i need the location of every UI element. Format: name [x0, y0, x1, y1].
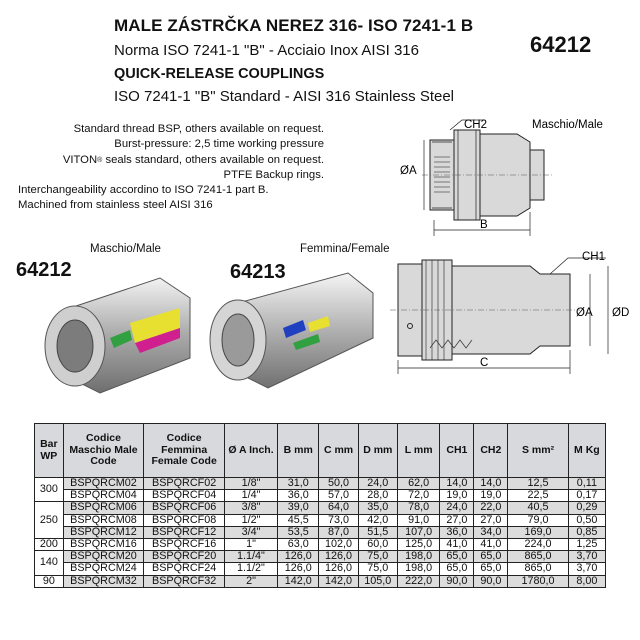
bar-wp-cell: 300	[35, 478, 64, 502]
table-cell: 105,0	[358, 575, 397, 587]
table-cell: 64,0	[319, 502, 358, 514]
table-cell: 1/2"	[224, 514, 277, 526]
table-cell: BSPQRCF20	[144, 551, 225, 563]
table-cell: 14,0	[474, 478, 508, 490]
label-maschio-male-drawing: Maschio/Male	[532, 119, 603, 131]
table-cell: 3,70	[568, 563, 605, 575]
table-cell: 1.1/2"	[224, 563, 277, 575]
table-row	[35, 526, 606, 538]
table-cell: 60,0	[358, 539, 397, 551]
table-row	[35, 514, 606, 526]
table-cell: 24,0	[358, 478, 397, 490]
th-ch2: CH2	[474, 424, 508, 478]
table-cell: BSPQRCM32	[63, 575, 144, 587]
table-cell: 65,0	[474, 563, 508, 575]
table-row	[35, 502, 606, 514]
bar-wp-cell: 200	[35, 539, 64, 551]
table-cell: 65,0	[474, 551, 508, 563]
table-cell: 0,17	[568, 490, 605, 502]
table-cell: 224,0	[508, 539, 568, 551]
table-cell: 3/4"	[224, 526, 277, 538]
table-cell: 8,00	[568, 575, 605, 587]
table-cell: 73,0	[319, 514, 358, 526]
table-cell: BSPQRCM20	[63, 551, 144, 563]
table-cell: 12,5	[508, 478, 568, 490]
table-cell: 3,70	[568, 551, 605, 563]
table-cell: 0,50	[568, 514, 605, 526]
label-c: C	[480, 357, 489, 369]
table-cell: BSPQRCF24	[144, 563, 225, 575]
male-coupling-photo	[30, 268, 202, 408]
title-en: ISO 7241-1 "B" Standard - AISI 316 Stainless Steel	[114, 88, 455, 105]
table-cell: 34,0	[474, 526, 508, 538]
table-cell: 198,0	[397, 563, 439, 575]
table-cell: 53,5	[278, 526, 319, 538]
th-b: B mm	[278, 424, 319, 478]
title-cz: MALE ZÁSTRČKA NEREZ 316- ISO 7241-1 B	[114, 16, 474, 35]
photo-male-code: 64212	[16, 259, 72, 281]
table-cell: 35,0	[358, 502, 397, 514]
table-cell: 126,0	[319, 551, 358, 563]
table-cell: 27,0	[474, 514, 508, 526]
table-cell: 72,0	[397, 490, 439, 502]
product-code: 64212	[530, 32, 592, 57]
table-cell: 2"	[224, 575, 277, 587]
table-cell: 1/8"	[224, 478, 277, 490]
table-cell: 42,0	[358, 514, 397, 526]
table-cell: BSPQRCF06	[144, 502, 225, 514]
table-cell: 28,0	[358, 490, 397, 502]
table-cell: 62,0	[397, 478, 439, 490]
photo-female-label: Femmina/Female	[300, 243, 390, 255]
table-cell: BSPQRCM12	[63, 526, 144, 538]
note-thread: Standard thread BSP, others available on request.	[73, 123, 324, 135]
female-technical-drawing	[390, 246, 636, 378]
table-cell: 50,0	[319, 478, 358, 490]
table-cell: 91,0	[397, 514, 439, 526]
table-cell: 107,0	[397, 526, 439, 538]
table-row	[35, 478, 606, 490]
table-cell: 27,0	[440, 514, 474, 526]
female-coupling-photo	[198, 268, 378, 408]
th-ch1: CH1	[440, 424, 474, 478]
table-cell: 102,0	[319, 539, 358, 551]
table-cell: 65,0	[440, 563, 474, 575]
table-cell: 169,0	[508, 526, 568, 538]
th-d: D mm	[358, 424, 397, 478]
table-cell: 222,0	[397, 575, 439, 587]
table-cell: 41,0	[440, 539, 474, 551]
table-cell: 125,0	[397, 539, 439, 551]
table-cell: BSPQRCF32	[144, 575, 225, 587]
th-female-code: Codice Femmina Female Code	[144, 424, 225, 478]
th-bar: Bar WP	[35, 424, 64, 478]
title-en-bold: QUICK-RELEASE COUPLINGS	[114, 66, 325, 82]
label-ch2: CH2	[464, 119, 488, 131]
spec-table	[34, 423, 606, 588]
table-cell: 65,0	[440, 551, 474, 563]
table-cell: BSPQRCM02	[63, 478, 144, 490]
label-b: B	[480, 219, 488, 231]
table-cell: 142,0	[278, 575, 319, 587]
th-male-code: Codice Maschio Male Code	[63, 424, 144, 478]
table-row	[35, 539, 606, 551]
table-row	[35, 551, 606, 563]
table-cell: 63,0	[278, 539, 319, 551]
table-row	[35, 490, 606, 502]
label-od: ØD	[612, 307, 630, 319]
table-cell: 1"	[224, 539, 277, 551]
table-cell: 0,29	[568, 502, 605, 514]
table-cell: 51,5	[358, 526, 397, 538]
table-cell: 24,0	[440, 502, 474, 514]
table-cell: 22,0	[474, 502, 508, 514]
table-cell: 1,25	[568, 539, 605, 551]
table-cell: 75,0	[358, 563, 397, 575]
note-ptfe: PTFE Backup rings.	[223, 168, 324, 181]
table-cell: BSPQRCF08	[144, 514, 225, 526]
male-technical-drawing	[392, 112, 632, 240]
table-cell: 126,0	[319, 563, 358, 575]
table-cell: 1/4"	[224, 490, 277, 502]
table-cell: 22,5	[508, 490, 568, 502]
table-cell: 41,0	[474, 539, 508, 551]
table-row	[35, 575, 606, 587]
table-cell: 142,0	[319, 575, 358, 587]
table-cell: 126,0	[278, 551, 319, 563]
bar-wp-cell: 250	[35, 502, 64, 539]
table-cell: 19,0	[474, 490, 508, 502]
table-cell: 198,0	[397, 551, 439, 563]
bar-wp-cell: 140	[35, 551, 64, 575]
table-cell: 79,0	[508, 514, 568, 526]
title-it: Norma ISO 7241-1 "B" - Acciaio Inox AISI 316	[114, 42, 419, 59]
label-ch1: CH1	[582, 251, 606, 263]
table-cell: 40,5	[508, 502, 568, 514]
label-oa-female: ØA	[576, 307, 593, 319]
table-cell: 39,0	[278, 502, 319, 514]
table-cell: BSPQRCM24	[63, 563, 144, 575]
table-header-row	[35, 424, 606, 478]
table-cell: 865,0	[508, 551, 568, 563]
table-cell: 1780,0	[508, 575, 568, 587]
bar-wp-cell: 90	[35, 575, 64, 587]
table-cell: 87,0	[319, 526, 358, 538]
table-cell: 19,0	[440, 490, 474, 502]
note-interchange: Interchangeability accordino to ISO 7241-1 part B.	[18, 184, 269, 197]
table-cell: 90,0	[474, 575, 508, 587]
note-seals: VITON® seals standard, others available on request.	[62, 153, 324, 166]
photo-female-code: 64213	[230, 261, 286, 283]
table-cell: 36,0	[278, 490, 319, 502]
table-cell: 78,0	[397, 502, 439, 514]
label-oa-male: ØA	[400, 165, 417, 177]
table-cell: BSPQRCM08	[63, 514, 144, 526]
table-cell: 1.1/4"	[224, 551, 277, 563]
table-cell: 31,0	[278, 478, 319, 490]
table-cell: 90,0	[440, 575, 474, 587]
th-m: M Kg	[568, 424, 605, 478]
table-cell: 36,0	[440, 526, 474, 538]
table-cell: BSPQRCF16	[144, 539, 225, 551]
table-cell: BSPQRCF12	[144, 526, 225, 538]
table-cell: BSPQRCM06	[63, 502, 144, 514]
table-cell: BSPQRCM16	[63, 539, 144, 551]
table-cell: 865,0	[508, 563, 568, 575]
note-machined: Machined from stainless steel AISI 316	[18, 199, 213, 212]
table-cell: 126,0	[278, 563, 319, 575]
photo-male-label: Maschio/Male	[90, 243, 161, 255]
th-s: S mm²	[508, 424, 568, 478]
table-cell: 75,0	[358, 551, 397, 563]
note-burst: Burst-pressure: 2,5 time working pressure	[114, 138, 324, 151]
table-cell: 45,5	[278, 514, 319, 526]
table-cell: 0,85	[568, 526, 605, 538]
table-cell: 57,0	[319, 490, 358, 502]
feature-notes	[18, 122, 324, 214]
th-oa: Ø A Inch.	[224, 424, 277, 478]
table-cell: 14,0	[440, 478, 474, 490]
th-l: L mm	[397, 424, 439, 478]
th-c: C mm	[319, 424, 358, 478]
table-cell: BSPQRCF04	[144, 490, 225, 502]
table-cell: BSPQRCF02	[144, 478, 225, 490]
table-row	[35, 563, 606, 575]
table-cell: 3/8"	[224, 502, 277, 514]
table-cell: BSPQRCM04	[63, 490, 144, 502]
table-cell: 0,11	[568, 478, 605, 490]
